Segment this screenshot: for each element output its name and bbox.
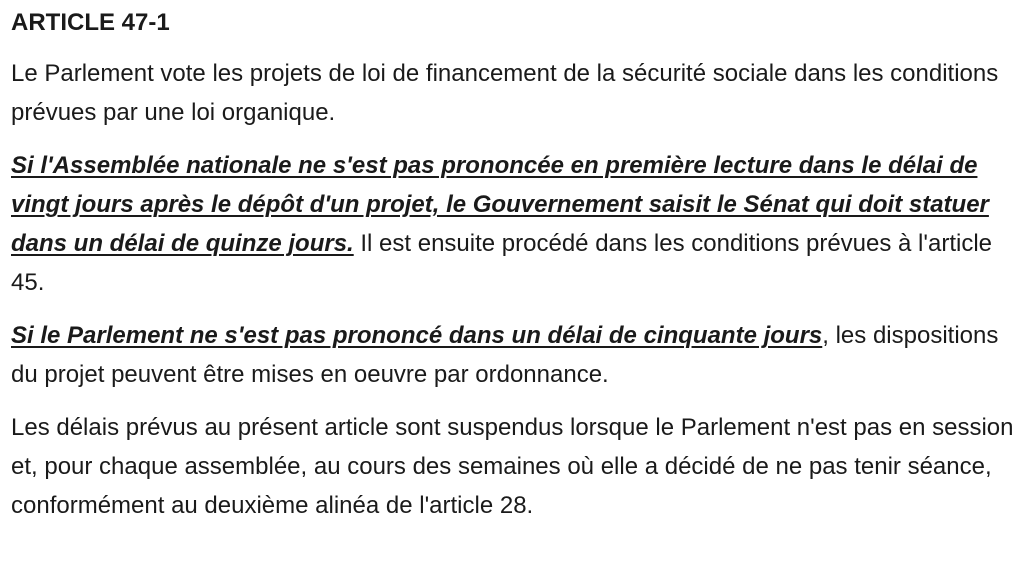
paragraph-4-text: Les délais prévus au présent article sont suspendus lorsque le Parlement n'est pas en session et, pour chaque assemblée, au cours des semaines où elle a décidé de ne pas tenir séance, conformément au deuxième alinéa de l'article 28. bbox=[11, 414, 1014, 519]
paragraph-2-text: Il est ensuite procédé dans les conditions prévues à l'article 45. bbox=[11, 230, 992, 296]
paragraph-2 bbox=[11, 146, 1016, 302]
paragraph-1-text: Le Parlement vote les projets de loi de financement de la sécurité sociale dans les conditions prévues par une loi organique. bbox=[11, 60, 999, 126]
paragraph-3 bbox=[11, 316, 1016, 394]
paragraph-3-emphasis: Si le Parlement ne s'est pas prononcé dans un délai de cinquante jours bbox=[11, 322, 823, 349]
article-title: ARTICLE 47-1 bbox=[11, 9, 170, 36]
paragraph-4 bbox=[11, 408, 1016, 525]
paragraph-2-emphasis: Si l'Assemblée nationale ne s'est pas prononcée en première lecture dans le délai de vingt jours après le dépôt d'un projet, le Gouvernement saisit le Sénat qui doit statuer dans un délai de quinze jours. bbox=[11, 152, 989, 257]
paragraph-3-text: , les dispositions du projet peuvent être mises en oeuvre par ordonnance. bbox=[11, 322, 999, 388]
paragraph-1 bbox=[11, 54, 1016, 132]
